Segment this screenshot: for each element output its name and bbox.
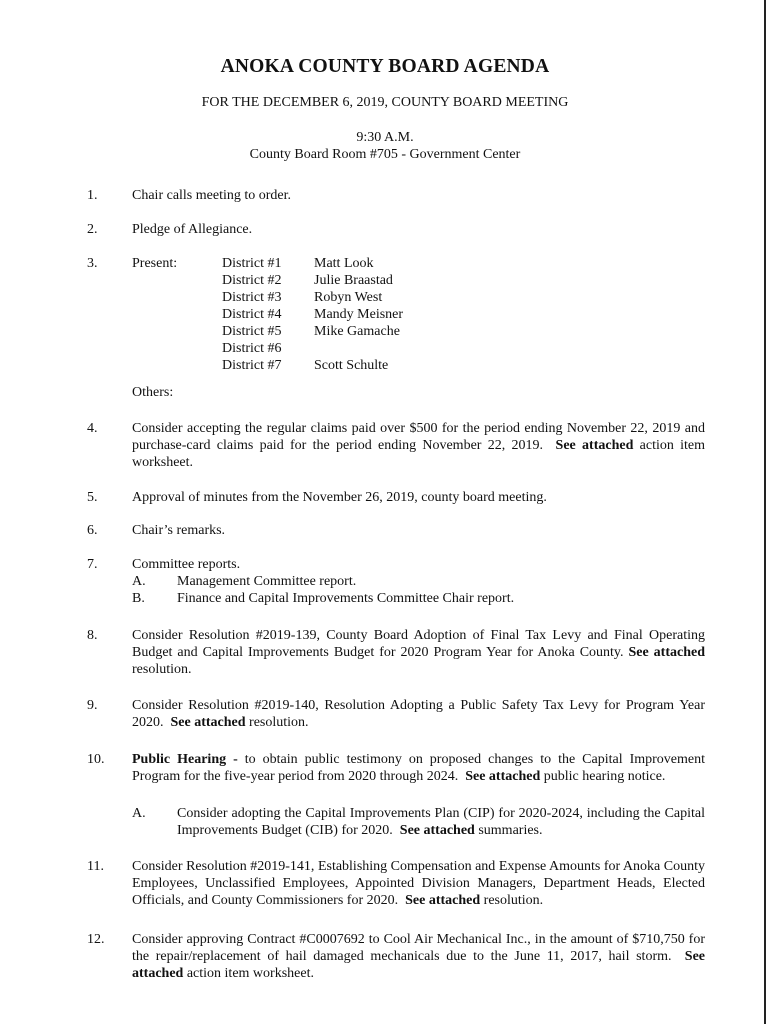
see-attached: See attached (170, 715, 246, 730)
meeting-location: County Board Room #705 - Government Center (249, 147, 521, 162)
sub-item-letter: A. (132, 574, 146, 589)
item-number: 10. (87, 752, 105, 767)
item-number: 1. (87, 188, 98, 203)
item-text: Consider Resolution #2019-139, County Board Adoption of Final Tax Levy and Final Operating Budget and Capital Improvements Budget for 2020 Program Year for Anoka County. See attached resolution. (132, 628, 705, 677)
item-number: 8. (87, 628, 98, 643)
district-label: District #2 (222, 273, 282, 288)
item-text: Approval of minutes from the November 26, 2019, county board meeting. (132, 490, 547, 505)
item-number: 9. (87, 698, 98, 713)
item-number: 7. (87, 557, 98, 572)
item-number: 11. (87, 859, 104, 874)
item-text: Consider accepting the regular claims paid over $500 for the period ending November 22, 2019 and purchase-card claims paid for the period ending November 22, 2019. See attached action item worksheet. (132, 421, 706, 470)
item-number: 2. (87, 222, 98, 237)
agenda-item-10 (87, 751, 707, 841)
meeting-time: 9:30 A.M. (356, 130, 414, 145)
see-attached: See attached (628, 645, 705, 660)
agenda-item-4 (87, 420, 707, 471)
district-label: District #6 (222, 341, 282, 356)
item-number: 5. (87, 490, 98, 505)
agenda-item-3-attendance (87, 255, 707, 375)
see-attached: See attached (405, 893, 481, 908)
district-label: District #3 (222, 290, 282, 305)
commissioner-name: Scott Schulte (314, 358, 389, 373)
sub-item-text: Consider adopting the Capital Improvements Plan (CIP) for 2020-2024, including the Capital Improvements Budget (CIB) for 2020. See attached summaries. (177, 806, 705, 838)
item-text: Public Hearing - to obtain public testimony on proposed changes to the Capital Improvement Program for the five-year period from 2020 through 2024. See attached public hearing notice. (132, 752, 706, 784)
agenda-item-12 (87, 931, 707, 982)
district-label: District #5 (222, 324, 282, 339)
see-attached: See attached (132, 949, 706, 981)
see-attached: See attached (399, 823, 475, 838)
agenda-item-8 (87, 627, 707, 678)
agenda-item-7 (87, 556, 707, 607)
item-text: Chair’s remarks. (132, 523, 226, 538)
item-text: Committee reports. (132, 557, 241, 572)
agenda-title: ANOKA COUNTY BOARD AGENDA (220, 56, 550, 77)
item-text: Consider Resolution #2019-141, Establishing Compensation and Expense Amounts for Anoka County Employees, Unclassified Employees, Appointed Division Managers, Department Heads, Elected Officials, and County Commissioners for 2020. See attached resolution. (132, 859, 705, 908)
agenda-item-9 (87, 697, 707, 731)
district-label: District #4 (222, 307, 282, 322)
commissioner-name: Mike Gamache (314, 324, 400, 339)
item-number: 12. (87, 932, 105, 947)
sub-item-text: Finance and Capital Improvements Committee Chair report. (177, 591, 515, 606)
item-text: Consider approving Contract #C0007692 to Cool Air Mechanical Inc., in the amount of $710,750 for the repair/replacement of hail damaged mechanicals due to the June 11, 2017, hail storm. See attached action item worksheet. (132, 932, 706, 981)
item-number: 3. (87, 256, 98, 271)
others-label: Others: (132, 385, 174, 400)
sub-item-letter: B. (132, 591, 145, 606)
see-attached: See attached (465, 769, 541, 784)
item-text: Chair calls meeting to order. (132, 188, 292, 203)
item-number: 6. (87, 523, 98, 538)
public-hearing-label: Public Hearing - (132, 752, 238, 767)
see-attached: See attached (555, 438, 634, 453)
sub-item-letter: A. (132, 806, 146, 821)
commissioner-name: Matt Look (314, 256, 374, 271)
sub-item-text: Management Committee report. (177, 574, 357, 589)
item-text: Consider Resolution #2019-140, Resolution Adopting a Public Safety Tax Levy for Program Year 2020. See attached resolution. (132, 698, 705, 730)
item-number: 4. (87, 421, 98, 436)
item-text: Pledge of Allegiance. (132, 222, 253, 237)
agenda-item-11 (87, 858, 707, 909)
commissioner-name: Mandy Meisner (314, 307, 404, 322)
commissioner-name: Robyn West (314, 290, 383, 305)
commissioner-name: Julie Braastad (314, 273, 393, 288)
present-label: Present: (132, 256, 178, 271)
meeting-subtitle: FOR THE DECEMBER 6, 2019, COUNTY BOARD MEETING (201, 95, 569, 110)
district-label: District #1 (222, 256, 282, 271)
district-label: District #7 (222, 358, 282, 373)
